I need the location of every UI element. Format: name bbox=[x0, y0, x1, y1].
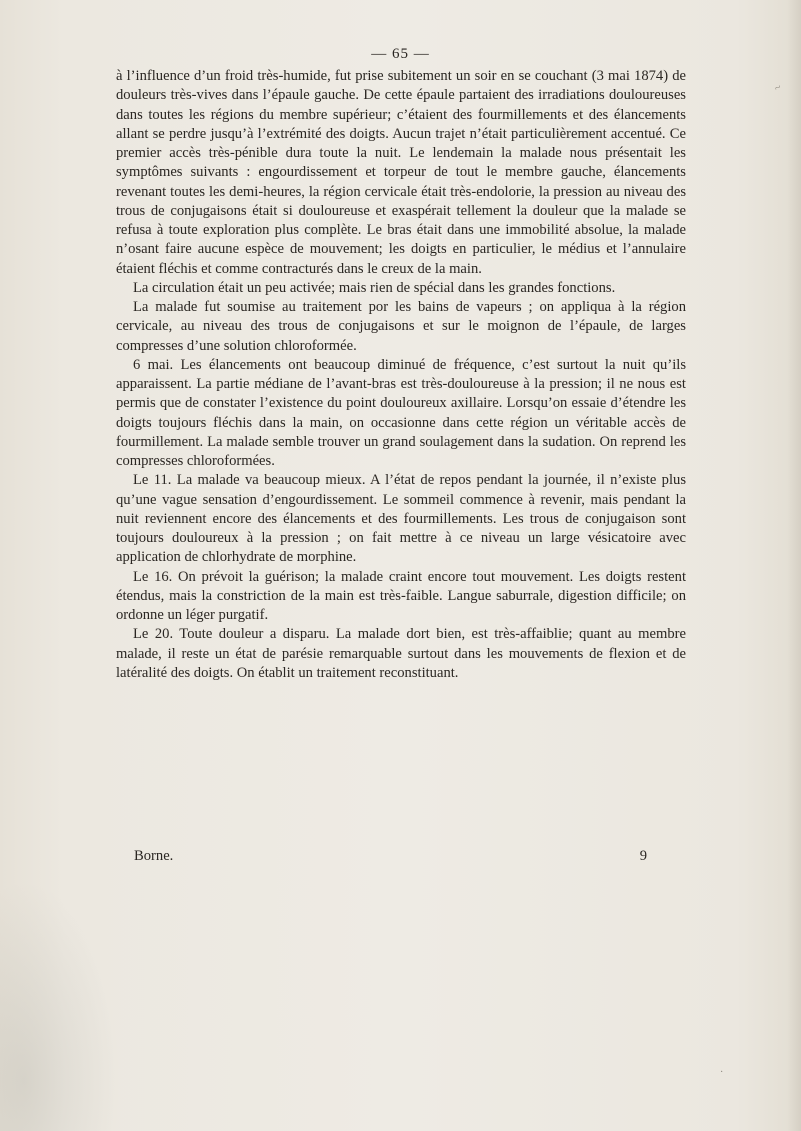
signature-mark: 9 bbox=[639, 848, 647, 864]
paragraph: La malade fut soumise au traitement por les bains de vapeurs ; on appliqua à la région cervicale, au niveau des trous de conjugaisons et sur le moignon de l’épaule, de larges compresses d’une solution chloroformée. bbox=[116, 299, 686, 354]
paragraph: 6 mai. Les élancements ont beaucoup diminué de fréquence, c’est surtout la nuit qu’ils apparaissent. La partie médiane de l’avant-bras est très-douloureuse à la pression; il ne nous est permis que de constater l’existence du point douloureux axillaire. Lorsqu’on essaie d’étendre les doigts toujours fléchis dans la main, on occasionne dans cette région un véritable accès de fourmillement. La malade semble trouver un grand soulagement dans la sudation. On reprend les compresses chloroformées. bbox=[116, 356, 686, 469]
speck-icon: · bbox=[720, 1067, 724, 1078]
page-number: — 65 — bbox=[371, 46, 430, 62]
paragraph: à l’influence d’un froid très-humide, fut prise subitement un soir en se couchant (3 mai 1874) de douleurs très-vives dans l’épaule gauche. De cette épaule partaient des irradiations douloureuses dans toutes les régions du membre supérieur; c’étaient des fourmillements et des élancements allant se perdre jusqu’à l’extrémité des doigts. Aucun trajet n’était particulièrement accentué. Ce premier accès très-pénible dura toute la nuit. Le lendemain la malade nous présentait les symptômes suivants : engourdissement et torpeur de tout le membre gauche, élancements revenant toutes les demi-heures, la région cervicale était très-endolorie, la pression au niveau des trous de conjugaisons était si douloureuse et exaspérait tellement la douleur que la malade se refusa à toute exploration plus complète. Le bras était dans une immobilité absolue, la malade n’osant faire aucune espèce de mouvement; les doigts en particulier, le médius et l’annulaire étaient fléchis et comme contracturés dans le creux de la main. bbox=[116, 68, 686, 277]
margin-mark-icon: ~ bbox=[772, 81, 784, 95]
author-name: Borne. bbox=[134, 848, 174, 864]
body-text bbox=[116, 67, 686, 683]
paragraph: Le 20. Toute douleur a disparu. La malade dort bien, est très-affaiblie; quant au membre malade, il reste un état de parésie remarquable surtout dans les mouvements de flexion et de latéralité des doigts. On établit un traitement reconstituant. bbox=[116, 626, 686, 681]
paragraph: Le 11. La malade va beaucoup mieux. A l’état de repos pendant la journée, il n’existe plus qu’une vague sensation d’engourdissement. Le sommeil commence à revenir, mais pendant la nuit reviennent encore des élancements et des fourmillements. Les trous de conjugaison sont toujours douloureux à la pression ; on fait mettre à ce niveau un large vésicatoire avec application de chlorhydrate de morphine. bbox=[116, 472, 686, 566]
paragraph: Le 16. On prévoit la guérison; la malade craint encore tout mouvement. Les doigts restent étendus, mais la constriction de la main est très-faible. Langue saburrale, digestion difficile; on ordonne un léger purgatif. bbox=[116, 568, 686, 623]
footer-signature bbox=[134, 848, 670, 865]
paragraph: La circulation était un peu activée; mais rien de spécial dans les grandes fonctions. bbox=[133, 279, 616, 296]
